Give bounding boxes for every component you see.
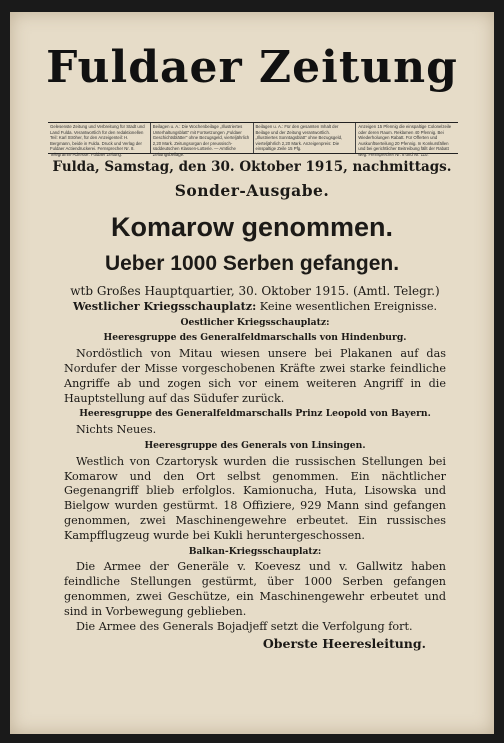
western-front-line [64, 299, 446, 315]
report-paragraph: Nichts Neues. [76, 423, 157, 437]
report-paragraph: Westlich von Czartorysk wurden die russischen Stellungen bei Komarow und den Ort selbst genommen. Ein nächtlicher Gegenangriff blieb erfolglos. Kamionucha, Huta, Lisowska und Bielgow wurden gestürmt. 18 Offiziere, 929 Mann sind gefangen genommen, zwei Maschinengewehre erbeutet. Ein russisches Kampfflugzeug wurde bei Kukli heruntergeschossen. [64, 454, 446, 542]
info-column: Anzeigen 15 Pfennig die einspaltige Colonelzeile oder deren Raum. Reklamen 40 Pfennig. Bei Wiederholungen Rabatt. Für Offerten und Auskunftserteilung 20 Pfennig. In Konkursfällen und bei gerichtlicher Beitreibung fällt der Rabatt weg. Fernsprecher Nr. 8 und Nr. 110. [355, 123, 458, 153]
western-front-label: Westlicher Kriegsschauplatz: [72, 298, 257, 313]
eastern-front-heading: Oestlicher Kriegsschauplatz: [180, 316, 330, 328]
report-paragraph: Die Armee der Generäle v. Koevesz und v. Gallwitz haben feindliche Stellungen gestürmt, über 1000 Serben gefangen genommen, zwei Geschütze, ein Maschinengewehr erbeutet und sind in Vorbewegung geblieben. [64, 560, 446, 618]
newspaper-page [10, 12, 494, 734]
report-paragraph: Die Armee des Generals Bojadjeff setzt die Verfolgung fort. [76, 619, 413, 633]
masthead-title: Fuldaer Zeitung [46, 42, 458, 93]
report-source-line: wtb Großes Hauptquartier, 30. Oktober 1915. (Amtl. Telegr.) [70, 284, 440, 298]
army-group-heading: Heeresgruppe des Generals von Linsingen. [144, 439, 366, 451]
army-group-heading: Heeresgruppe des Generalfeldmarschalls von Hindenburg. [103, 332, 407, 344]
balkan-front-heading: Balkan-Kriegsschauplatz: [188, 545, 322, 557]
army-group-heading: Heeresgruppe des Generalfeldmarschalls Prinz Leopold von Bayern. [79, 408, 431, 420]
article-body [64, 284, 446, 652]
report-paragraph: Nordöstlich von Mitau wiesen unsere bei Plakanen auf das Nordufer der Misse vorgeschobenen Kräfte zwei starke feindliche Angriffe ab und zogen sich vor einem weiteren Angriff in die Hauptstellung auf das Südufer zurück. [64, 347, 446, 405]
info-column: Gelesenste Zeitung und Verbreitung für Stadt und Land Fulda. Verantwortlich für den redaktionellen Teil: Karl Ströher, für den Anzeigenteil: H. Bergmann, beide in Fulda. Druck und Verlag der Fuldaer Actiendruckerei. Fernsprecher Nr. 8. Telegramm-Adresse: Fuldaer Zeitung. [50, 124, 145, 157]
headline: Komarow genommen. [110, 212, 394, 242]
subheadline: Ueber 1000 Serben gefangen. [104, 252, 400, 275]
special-edition-label: Sonder-Ausgabe. [174, 181, 330, 200]
signature: Oberste Heeresleitung. [262, 636, 426, 652]
info-column: Beilagen u. A.: Die Wochenbeilage „Illustriertes Unterhaltungsblatt“ mit Fortsetzungen „Fuldaer Geschichtsblätter“ ohne Bezugsgeld, vierteljährlich 2,20 Mark. Zeitungsorgan der preussisch-süddeutschen Klassen-Lotterie. — Amtliche Zeitungsbeilage. [150, 123, 253, 153]
masthead-info-bar [48, 122, 458, 157]
info-column: Beilagen u. A.: Für den gesamten Inhalt der Beilage und der Zeitung verantwortlich. „Illustriertes Sonntagsblatt“ ohne Bezugsgeld, vierteljährlich 2,20 Mark. Anzeigenpreis: Die einspaltige Zeile 15 Pfg. [253, 123, 356, 153]
dateline: Fulda, Samstag, den 30. Oktober 1915, nachmittags. [52, 159, 452, 175]
western-front-text: Keine wesentlichen Ereignisse. [256, 299, 438, 313]
